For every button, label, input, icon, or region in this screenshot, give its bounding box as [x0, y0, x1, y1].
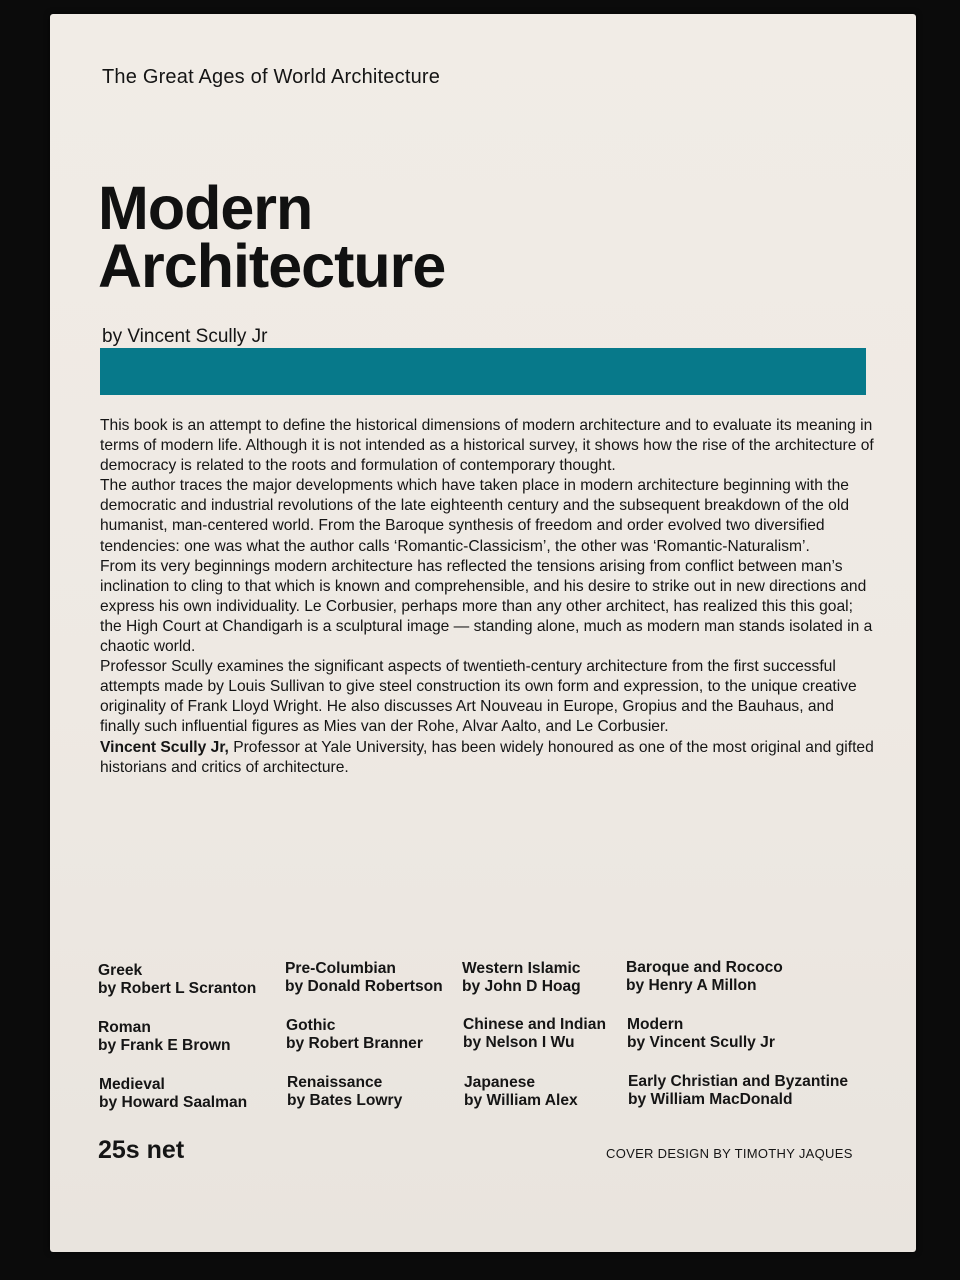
series-book-entry	[287, 1074, 402, 1110]
series-book-title: Early Christian and Byzantine	[628, 1073, 849, 1090]
series-book-author: by Robert L Scranton	[98, 980, 257, 997]
book-description	[100, 416, 876, 778]
series-book-author: by Henry A Millon	[626, 977, 757, 994]
series-book-author: by William MacDonald	[628, 1091, 793, 1108]
series-book-list	[98, 959, 888, 1129]
book-title-line-2: Architecture	[98, 232, 446, 300]
series-book-entry	[98, 1019, 231, 1055]
description-paragraph: Professor Scully examines the significant aspects of twentieth-century architecture from the first successful attempts made by Louis Sullivan to give steel construction its own form and expression, to the unique creative originality of Frank Lloyd Wright. He also discusses Art Nouveau in Europe, Gropius and the Bauhaus, and finally such influential figures as Mies van der Rohe, Alvar Aalto, and Le Corbusier.	[100, 658, 857, 736]
series-book-entry	[464, 1074, 578, 1110]
series-book-author: by Robert Branner	[286, 1035, 423, 1052]
series-book-title: Baroque and Rococo	[626, 959, 783, 976]
series-book-author: by Donald Robertson	[285, 978, 443, 995]
series-heading: The Great Ages of World Architecture	[102, 66, 441, 88]
book-author: by Vincent Scully Jr	[102, 326, 268, 347]
series-book-title: Western Islamic	[462, 960, 581, 977]
series-book-title: Medieval	[99, 1076, 165, 1093]
series-book-entry	[99, 1076, 247, 1112]
series-book-entry	[286, 1017, 423, 1053]
series-book-entry	[462, 960, 581, 996]
series-book-author: by Nelson I Wu	[463, 1034, 575, 1051]
series-book-entry	[627, 1016, 775, 1052]
series-book-title: Pre-Columbian	[285, 960, 396, 977]
series-book-entry	[285, 960, 443, 996]
series-book-author: by William Alex	[464, 1092, 578, 1109]
author-bio-name: Vincent Scully Jr,	[100, 738, 229, 756]
book-title-line-1: Modern	[98, 174, 313, 242]
series-book-entry	[628, 1073, 848, 1109]
description-paragraph: From its very beginnings modern architecture has reflected the tensions arising from conflict between man’s inclination to cling to that which is known and comprehensible, and his desire to strike out in new directions and express his own individuality. Le Corbusier, perhaps more than any other architect, has realized this this goal; the High Court at Chandigarh is a sculptural image — standing alone, much as modern man stands isolated in a chaotic world.	[100, 557, 873, 656]
series-book-entry	[98, 962, 256, 998]
series-book-entry	[626, 959, 783, 995]
series-book-title: Greek	[98, 962, 143, 979]
description-paragraph: This book is an attempt to define the historical dimensions of modern architecture and to evaluate its meaning in terms of modern life. Although it is not intended as a historical survey, it shows how the rise of the architecture of democracy is related to the roots and formulation of contemporary thought.	[100, 417, 874, 475]
series-book-author: by Frank E Brown	[98, 1037, 231, 1054]
price-label: 25s net	[98, 1136, 185, 1164]
series-book-title: Roman	[98, 1019, 151, 1036]
series-book-title: Renaissance	[287, 1074, 383, 1091]
book-back-cover	[50, 14, 916, 1252]
teal-color-band	[100, 348, 866, 395]
author-bio	[100, 738, 876, 778]
series-book-author: by Howard Saalman	[99, 1094, 248, 1111]
series-book-title: Gothic	[286, 1017, 336, 1034]
series-book-title: Modern	[627, 1016, 684, 1033]
description-paragraph: The author traces the major developments which have taken place in modern architecture beginning with the democratic and industrial revolutions of the late eighteenth century and the subsequent breakdown of the old humanist, man-centered world. From the Baroque synthesis of freedom and order evolved two diversified tendencies: one was what the author calls ‘Romantic-Classicism’, the other was ‘Romantic-Naturalism’.	[100, 477, 849, 555]
series-book-title: Japanese	[464, 1074, 536, 1091]
author-bio-text: Professor at Yale University, has been widely honoured as one of the most original and gifted historians and critics of architecture.	[100, 738, 874, 776]
book-title	[98, 174, 446, 300]
cover-design-credit: COVER DESIGN BY TIMOTHY JAQUES	[606, 1146, 853, 1161]
series-book-author: by Bates Lowry	[287, 1092, 403, 1109]
series-book-author: by John D Hoag	[462, 978, 581, 995]
series-book-author: by Vincent Scully Jr	[627, 1034, 775, 1051]
series-book-title: Chinese and Indian	[463, 1016, 606, 1033]
series-book-entry	[463, 1016, 606, 1052]
